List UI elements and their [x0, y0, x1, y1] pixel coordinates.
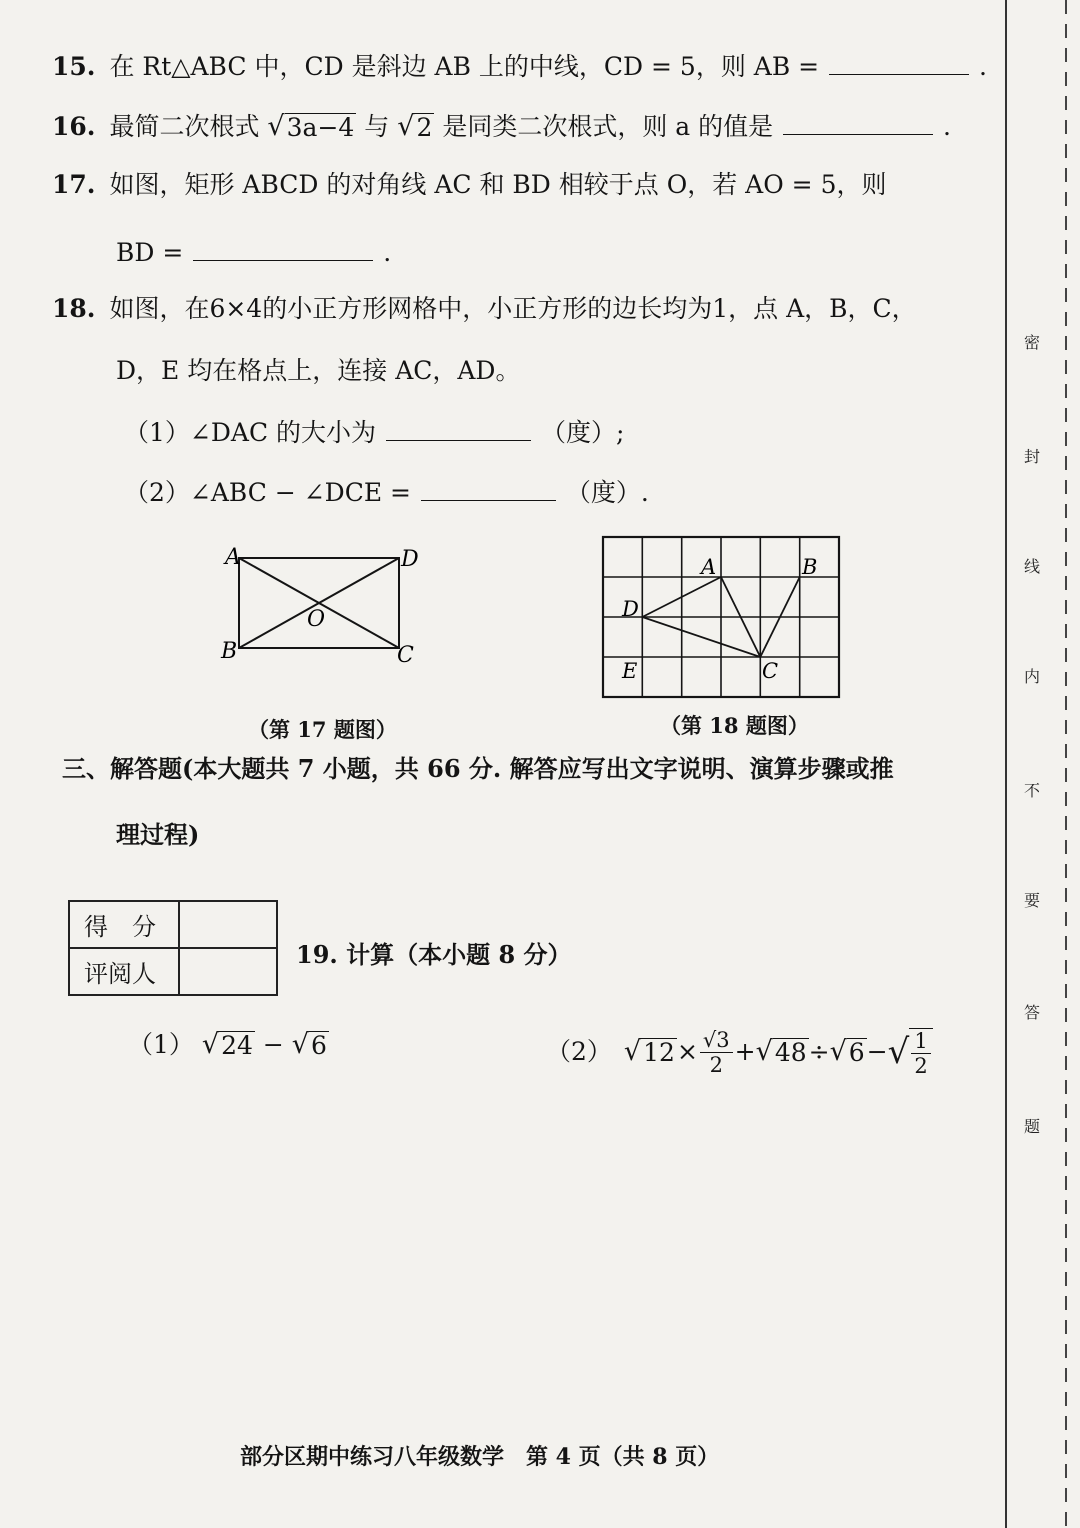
label-a: A — [225, 545, 241, 570]
question-17 — [52, 168, 886, 202]
binding-strip — [1000, 0, 1080, 1528]
label-b: B — [802, 555, 818, 579]
fraction — [700, 1028, 733, 1077]
numerator: √3 — [700, 1028, 733, 1053]
question-text: 在 Rt△ABC 中，CD 是斜边 AB 上的中线，CD = 5，则 AB = — [109, 52, 820, 81]
question-19-part1 — [128, 1028, 329, 1062]
binding-char: 密 — [1024, 333, 1041, 352]
label-c: C — [762, 659, 779, 683]
binding-char: 答 — [1024, 1003, 1041, 1022]
question-text: D，E 均在格点上，连接 AC，AD。 — [116, 356, 521, 385]
radicand: 6 — [310, 1031, 327, 1060]
label-b: B — [221, 639, 238, 664]
question-text: BD = — [116, 238, 184, 267]
operator: + — [734, 1037, 756, 1066]
operator: ÷ — [808, 1037, 830, 1066]
part-label: （1） — [128, 1030, 194, 1059]
label-o: O — [307, 607, 326, 632]
binding-char: 题 — [1024, 1117, 1041, 1136]
radicand: 12 — [643, 1038, 675, 1067]
unit-text: （度）; — [540, 418, 625, 447]
question-text: （2）∠ABC − ∠DCE = — [124, 478, 411, 507]
figure-18-grid — [598, 532, 848, 704]
grader-cell[interactable] — [179, 948, 277, 995]
label-a: A — [701, 555, 717, 579]
question-18-sub1 — [124, 414, 624, 450]
radical: √ 6 — [829, 1036, 865, 1067]
figure-17-caption: （第 17 题图） — [248, 717, 397, 742]
binding-char: 要 — [1024, 891, 1041, 910]
binding-char: 不 — [1024, 781, 1041, 800]
label-c: C — [397, 643, 414, 668]
question-text: （1）∠DAC 的大小为 — [124, 418, 377, 447]
period: . — [943, 112, 951, 141]
radical: √ 12 — [623, 1036, 675, 1067]
numerator: 1 — [911, 1029, 930, 1054]
radical-fraction: √ $\frac{1}{2}$ — [888, 1026, 933, 1078]
grader-label: 评阅人 — [69, 948, 179, 995]
question-18-line2 — [116, 354, 520, 388]
label-e: E — [622, 659, 638, 683]
period: . — [383, 238, 392, 267]
question-number: 16. — [52, 112, 96, 141]
answer-blank[interactable] — [386, 414, 531, 441]
answer-blank[interactable] — [829, 48, 969, 75]
question-text: 如图，在6×4的小正方形网格中，小正方形的边长均为1，点 A，B，C， — [109, 294, 917, 323]
section-3-heading: 三、解答题(本大题共 7 小题，共 66 分. 解答应写出文字说明、演算步骤或推 — [62, 754, 894, 783]
question-18 — [52, 292, 917, 326]
denominator: 2 — [709, 1052, 723, 1077]
denominator: 2 — [914, 1054, 928, 1078]
question-16 — [52, 108, 951, 144]
label-d: D — [622, 597, 639, 621]
radical: √ 24 — [201, 1029, 253, 1060]
radicand: 24 — [221, 1031, 253, 1060]
operator: − — [866, 1037, 888, 1066]
radical: √ 48 — [755, 1036, 807, 1067]
question-text: 如图，矩形 ABCD 的对角线 AC 和 BD 相较于点 O，若 AO = 5，则 — [109, 170, 887, 199]
radical: √ 6 — [291, 1029, 327, 1060]
question-19-title: 19. 计算（本小题 8 分） — [296, 940, 572, 969]
question-number: 18. — [52, 294, 96, 323]
question-text: 与 — [364, 112, 390, 141]
question-text: 最简二次根式 — [109, 112, 260, 141]
binding-char: 封 — [1024, 447, 1041, 466]
radicand: 3a−4 — [286, 113, 355, 142]
question-15 — [52, 48, 987, 84]
unit-text: （度）. — [565, 478, 649, 507]
question-19-part2 — [546, 1022, 933, 1082]
question-18-sub2 — [124, 474, 649, 510]
radicand: 6 — [848, 1038, 865, 1067]
score-table — [68, 900, 278, 996]
binding-char: 线 — [1024, 557, 1041, 576]
answer-blank[interactable] — [193, 234, 373, 261]
part-label: （2） — [546, 1037, 612, 1066]
radical: √ 2 — [397, 111, 433, 142]
question-text: 是同类二次根式，则 a 的值是 — [442, 112, 774, 141]
question-number: 15. — [52, 52, 96, 81]
question-17-line2 — [116, 234, 391, 270]
radicand: 2 — [416, 113, 433, 142]
binding-char: 内 — [1024, 667, 1041, 686]
answer-blank[interactable] — [421, 474, 556, 501]
operator: × — [676, 1037, 698, 1066]
question-number: 17. — [52, 170, 96, 199]
section-3-heading-line2: 理过程) — [116, 820, 200, 849]
radical: √ 3a−4 — [267, 111, 355, 142]
figure-18-caption: （第 18 题图） — [660, 713, 809, 738]
score-cell[interactable] — [179, 901, 277, 948]
label-d: D — [401, 547, 419, 572]
period: . — [979, 52, 987, 81]
answer-blank[interactable] — [783, 108, 933, 135]
figure-17-rectangle — [215, 540, 425, 670]
page-footer: 部分区期中练习八年级数学 第 4 页（共 8 页） — [240, 1444, 720, 1470]
operator: − — [262, 1030, 284, 1059]
score-label: 得 分 — [69, 901, 179, 948]
radicand: 48 — [774, 1038, 807, 1067]
